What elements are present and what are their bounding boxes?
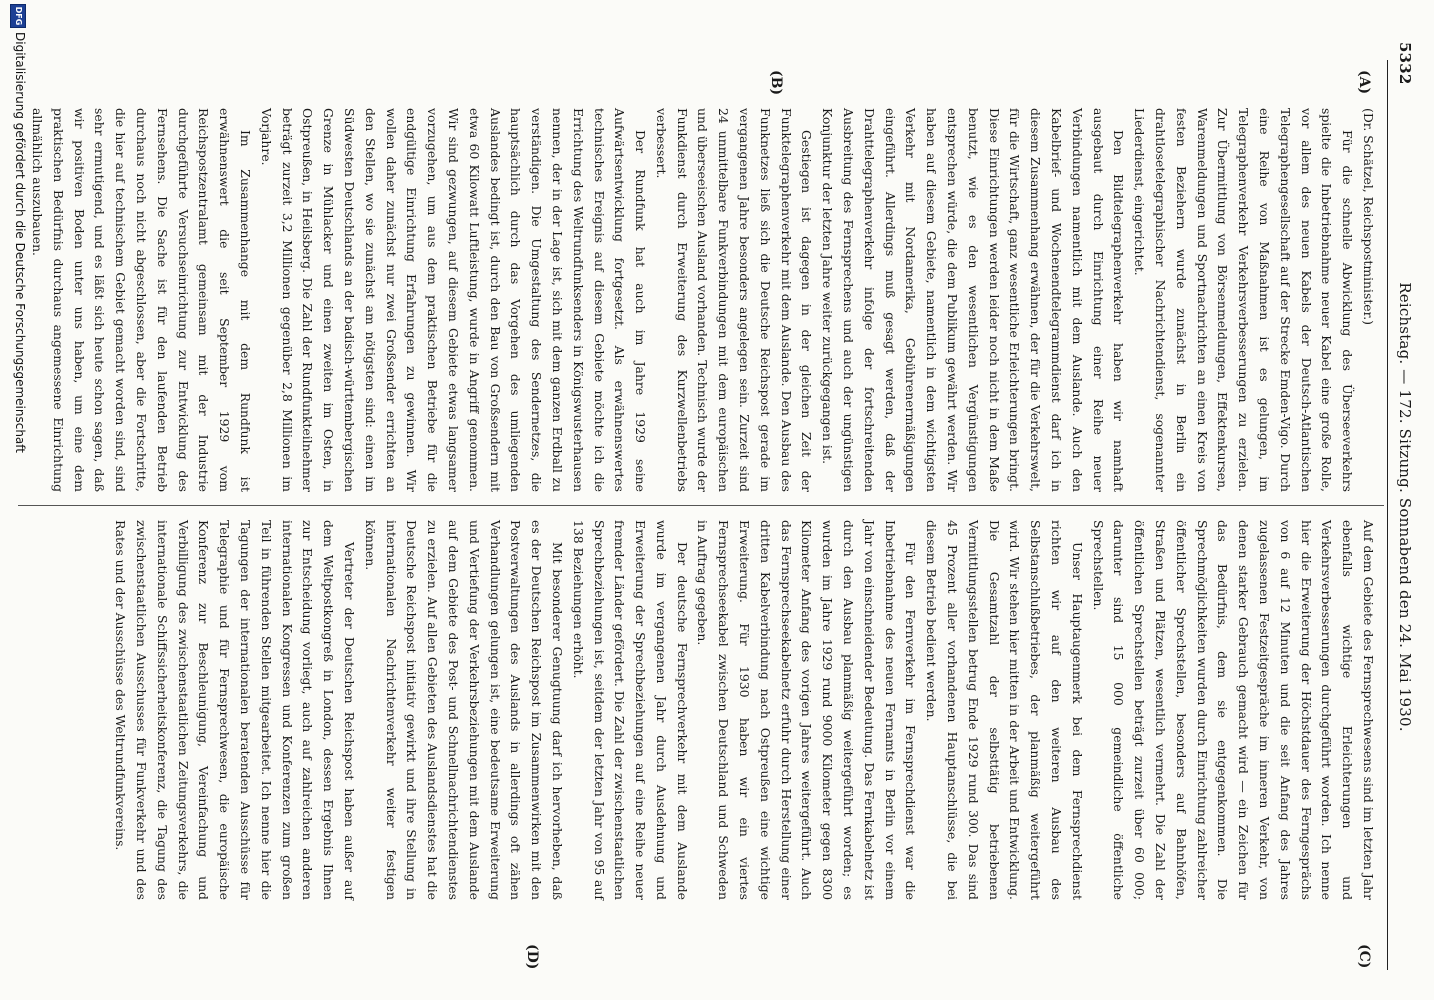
paragraph-telephone: Auf dem Gebiete des Fernsprechwesens sind im letzten Jahr ebenfalls wichtige Erleichterungen und Verkehrsverbesserungen durchgeführt worden. Ich nenne hier die Erweiterung der Höchstdauer des Ferngesprächs von 6 auf 12 Minuten und die seit Anfang des Jahres zugelassenen Festzeitgespräche im inneren Verkehr, von denen starker Gebrauch gemacht wird — ein Zeichen für das Bedürfnis, dem sie entgegenkommen. Die Sprechmöglichkeiten wurden durch Einrichtung zahlreicher öffentlicher Sprechstellen, besonders auf Bahnhöfen, Straßen und Plätzen, wesentlich vermehrt. Die Zahl der öffentlichen Sprechstellen beträgt zurzeit über 60 000; darunter sind 15 000 gemeindliche öffentliche Sprechstellen. <box>1090 520 1376 900</box>
margin-marker-b: (B) <box>768 70 784 96</box>
paragraph-foreign-telephone: Der deutsche Fernsprechverkehr mit dem Auslande wurde im vergangenen Jahr durch Ausdehnung und Erweiterung der Sprechbeziehungen auf eine Reihe neuer fremder Länder gefördert. Die Zahl der zwischenstaatlichen Sprechbeziehungen ist, seitdem der letzten Jahr von 95 auf 138 Beziehungen erhöht. <box>570 520 690 900</box>
header-rule <box>1387 60 1388 970</box>
paragraph-automatic-exchange: Unser Hauptaugenmerk bei dem Fernsprechdienst richten wir auf den weiteren Ausbau des Selbstanschlußbetriebes, der planmäßig weitergeführt wird. Wir stehen hier mitten in der Arbeit und Entwicklung. Die Gesamtzahl der selbsttätig betriebenen Vermittlungsstellen betrug Ende 1929 rund 300. Das sind 45 Prozent aller vorhandenen Hauptanschlüsse, die bei diesem Betrieb bedient werden. <box>924 520 1085 900</box>
paragraph-phototelegraphy: Den Bildtelegraphenverkehr haben wir namhaft ausgebaut durch Einrichtung einer Reihe neuer Verbindungen namentlich mit dem Auslande. Auch den Kabelbrief- und Wochenendtelegrammdienst darf ich in diesem Zusammenhang erwähnen, der für die Verkehrswelt, für die Wirtschaft, ganz wesentliche Erleichterungen bringt. Diese Einrichtungen werden leider noch nicht in dem Maße benutzt, wie es den wesentlichen Vergünstigungen entsprechen würde, die dem Publikum gewährt werden. Wir haben auf diesem Gebiete, namentlich in dem wichtigsten Verkehr mit Nordamerika, Gebührenermäßigungen eingeführt. Allerdings muß gesagt werden, daß der Drahttelegraphenverkehr infolge der fortschreitenden Ausbreitung des Fernsprechens und auch der ungünstigen Konjunktur der letzten Jahre weiter zurückgegangen ist. <box>820 108 1127 492</box>
funding-note: Digitalisierung gefördert durch die Deutsche Forschungsgemeinschaft <box>13 32 27 454</box>
paragraph-overseas-cables: Für die schnelle Abwicklung des Überseeverkehrs spielte die Inbetriebnahme neuer Kabel eine große Rolle, vor allem des neuen Kabels der Deutsch-Atlantischen Telegraphengesellschaft auf der Strecke Emden-Vigo. Durch eine Reihe von Maßnahmen ist es gelungen, im Telegraphenverkehr Verkehrsverbesserungen zu erzielen. Zur Übermittlung von Börsenmeldungen, Effektenkursen, Warenmeldungen und Sportnachrichten an einen Kreis von festen Beziehern wurde zunächst in Berlin ein drahtlosetelegraphischer Nachrichtendienst, sogenannter Liederdienst, eingerichtet. <box>1132 108 1356 492</box>
left-column <box>30 108 1378 492</box>
margin-marker-d: (D) <box>524 944 540 970</box>
paragraph-international-relations: Mit besonderer Genugtuung darf ich hervorheben, daß es der Deutschen Reichspost im Zusammenwirken mit den Postverwaltungen des Auslands in allerdings oft zähen Verhandlungen gelungen ist, eine bedeutsame Erweiterung und Vertiefung der Verkehrsbeziehungen mit dem Auslande auf dem Gebiete des Post- und Schnellnachrichtendienstes zu erzielen. Auf allen Gebieten des Auslandsdienstes hat die Deutsche Reichspost initiativ gewirkt und ihre Stellung in internationalen Nachrichtenverkehr weiter festigen können. <box>362 520 565 900</box>
session-title: Reichstag. — 172. Sitzung. Sonnabend den 24. Mai 1930. <box>1396 282 1414 732</box>
paragraph-broadcasting: Der Rundfunk hat auch im Jahre 1929 seine Aufwärtsentwicklung fortgesetzt. Als erwähnenswertes technisches Ereignis auf diesem Gebiete möchte ich die Errichtung des Weltrundfunksenders in Königswusterhausen nennen, der in der Lage ist, sich mit dem ganzen Erdball zu verständigen. Die Umgestaltung des Sendernetzes, die hauptsächlich durch das Vorgehen des umliegenden Auslandes bedingt ist, durch den Bau von Großsendern mit etwa 60 Kilowatt Luftleistung, wurde in Angriff genommen. Wir sind gezwungen, auf diesem Gebiete etwas langsamer vorzugehen, um aus dem praktischen Betriebe für die endgültige Einrichtung Erfahrungen zu gewinnen. Wir wollen daher zunächst nur zwei Großsender errichten an den Stellen, wo sie zunächst am nötigsten sind: einen im Südwesten Deutschlands an der badisch-württembergischen Grenze in Mühlacker und einen zweiten im Osten, in Ostpreußen, in Heilsberg. Die Zahl der Rundfunkteilnehmer beträgt zurzeit 3,2 Millionen gegenüber 2,8 Millionen im Vorjahre. <box>258 108 649 492</box>
page-number: 5332 <box>1396 42 1414 85</box>
paragraph-long-distance: Für den Fernverkehr im Fernsprechdienst war die Inbetriebnahme des neuen Fernamts in Berlin vor einem Jahr von einschneidender Bedeutung. Das Fernkabelnetz ist durch den Ausbau planmäßig weitergeführt worden; es wurden im Jahre 1929 rund 9000 Kilometer gegen 8300 Kilometer Anfang des vorigen Jahres weitergeführt. Auch das Fernsprechseekabelnetz erfuhr durch Herstellung einer dritten Kabelverbindung nach Ostpreußen eine wichtige Erweiterung. Für 1930 haben wir ein viertes Fernsprechseekabel zwischen Deutschland und Schweden in Auftrag gegeben. <box>695 520 919 900</box>
paragraph-television: Im Zusammenhange mit dem Rundfunk ist erwähnenswert die seit September 1929 vom Reichspostzentralamt gemeinsam mit der Industrie durchgeführte Versuchseinrichtung zur Entwicklung des Fernsehens. Die Sache ist für den laufenden Betrieb durchaus noch nicht abgeschlossen, aber die Fortschritte, die hier auf technischem Gebiet gemacht worden sind, sind sehr ermutigend, und es läßt sich heute schon sagen, daß wir positiven Boden unter uns haben, um eine dem praktischen Bedürfnis durchaus angemessene Einrichtung allmählich auszubauen. <box>30 108 253 492</box>
paragraph-congresses: Vertreter der Deutschen Reichspost haben außer auf dem Weltpostkongreß in London, dessen Ergebnis Ihnen zur Entscheidung vorliegt, auch auf zahlreichen anderen internationalen Kongressen und Konferenzen zum großen Teil in führenden Stellen mitgearbeitet. Ich nenne hier die Tagungen der internationalen beratenden Ausschüsse für Telegraphie und für Fernsprechwesen, die europäische Konferenz zur Beschleunigung, Vereinfachung und Verbilligung des zwischenstaatlichen Zeitungsverkehrs, die internationale Schiffssicherheitskonferenz, die Tagung des zwischenstaatlichen Ausschusses für Funkverkehr und des Rates und der Ausschüsse des Weltrundfunkvereins. <box>113 520 357 900</box>
dfg-logo-icon: DFG <box>10 4 26 28</box>
margin-marker-c: (C) <box>1356 944 1372 969</box>
digitization-footer <box>6 4 28 980</box>
paragraph-radio-telegraphy: Gestiegen ist dagegen in der gleichen Zeit der Funktelegraphenverkehr mit dem Auslande. Den Ausbau des Funknetzes ließ sich die Deutsche Reichspost gerade im vergangenen Jahre besonders angelegen sein. Zurzeit sind 24 unmittelbare Funkverbindungen mit dem europäischen und überseeischen Ausland vorhanden. Technisch wurde der Funkdienst durch Erweiterung des Kurzwellenbetriebs verbessert. <box>653 108 815 492</box>
running-head <box>1390 42 1416 972</box>
column-divider <box>18 505 1384 506</box>
margin-marker-a: (A) <box>1356 70 1372 95</box>
right-column <box>38 520 1378 900</box>
speaker-line: (Dr. Schätzel, Reichspostminister.) <box>1361 108 1376 325</box>
